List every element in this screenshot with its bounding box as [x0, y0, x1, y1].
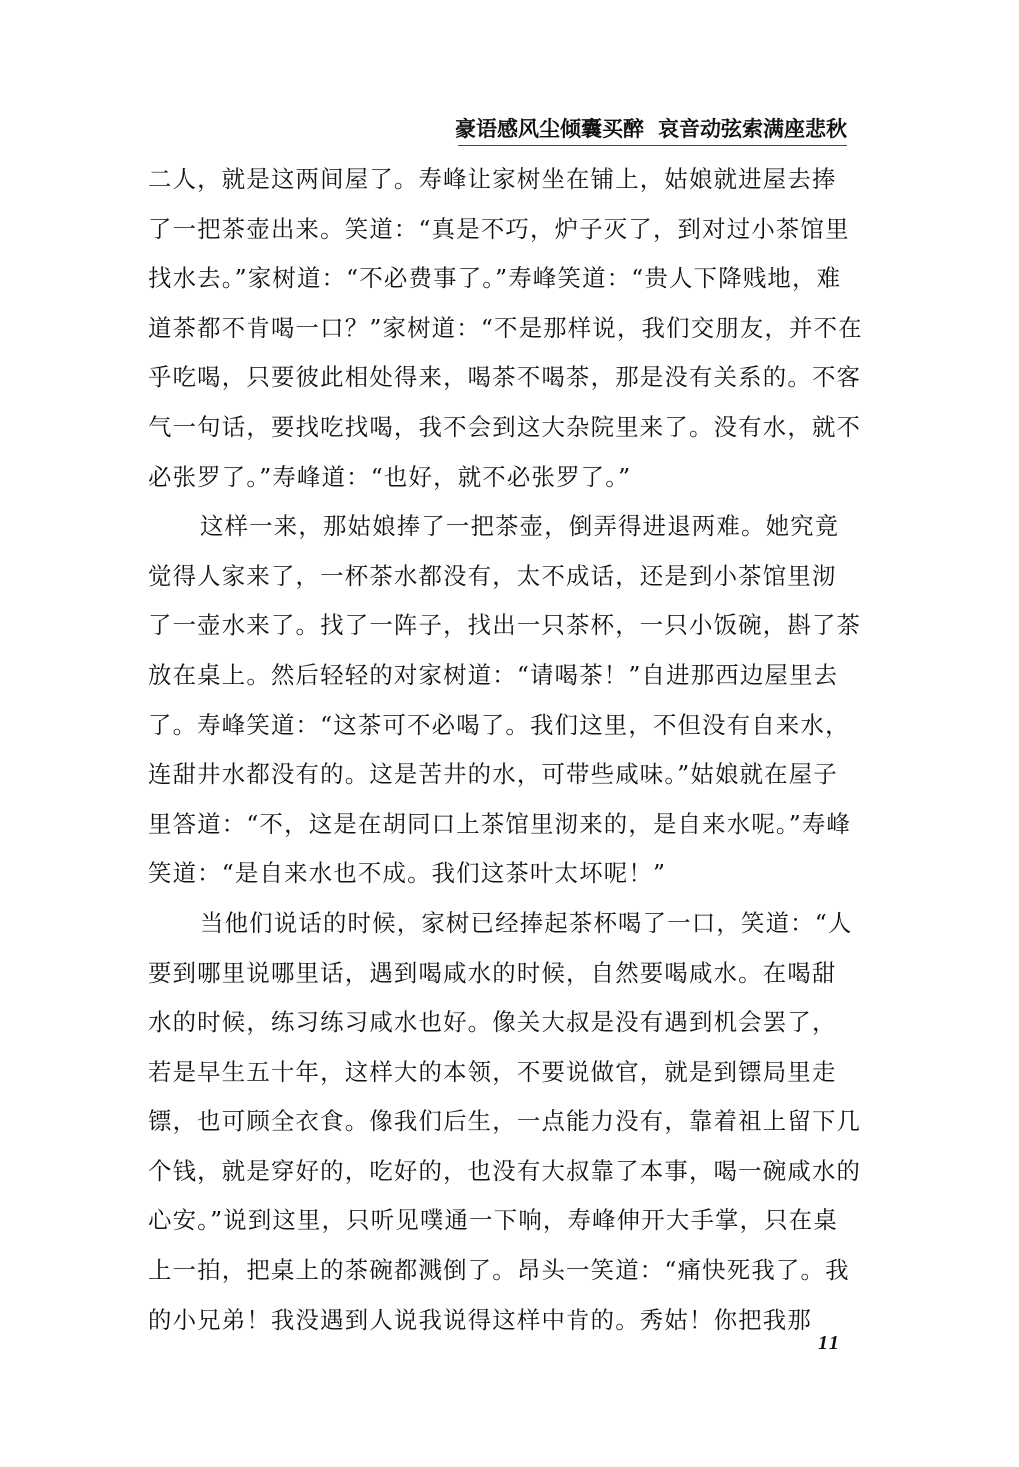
text-line: 心安。”说到这里，只听见噗通一下响，寿峰伸开大手掌，只在桌 — [148, 1206, 838, 1235]
text-line: 水的时候，练习练习咸水也好。像关大叔是没有遇到机会罢了， — [148, 1008, 837, 1037]
text-line: 放在桌上。然后轻轻的对家树道：“请喝茶！”自进那西边屋里去 — [148, 660, 839, 689]
text-line: 里答道：“不，这是在胡同口上茶馆里沏来的，是自来水呢。”寿峰 — [148, 809, 852, 838]
text-line: 的小兄弟！我没遇到人说我说得这样中肯的。秀姑！你把我那 — [148, 1305, 812, 1334]
body-text — [148, 155, 868, 1345]
text-line: 了。寿峰笑道：“这茶可不必喝了。我们这里，不但没有自来水， — [148, 710, 850, 739]
text-line: 镖，也可顾全衣食。像我们后生，一点能力没有，靠着祖上留下几 — [148, 1107, 862, 1136]
text-line: 个钱，就是穿好的，吃好的，也没有大叔靠了本事，喝一碗咸水的 — [148, 1156, 862, 1185]
text-line: 找水去。”家树道：“不必费事了。”寿峰笑道：“贵人下降贱地，难 — [148, 264, 842, 293]
text-line: 要到哪里说哪里话，遇到喝咸水的时候，自然要喝咸水。在喝甜 — [148, 958, 837, 987]
text-line: 觉得人家来了，一杯茶水都没有，太不成话，还是到小茶馆里沏 — [148, 561, 837, 590]
text-line: 必张罗了。”寿峰道：“也好，就不必张罗了。” — [148, 462, 632, 491]
text-line: 若是早生五十年，这样大的本领，不要说做官，就是到镖局里走 — [148, 1057, 837, 1086]
text-line: 道茶都不肯喝一口？”家树道：“不是那样说，我们交朋友，并不在 — [148, 313, 863, 342]
text-line: 气一句话，要找吃找喝，我不会到这大杂院里来了。没有水，就不 — [148, 412, 862, 441]
text-line: 二人，就是这两间屋了。寿峰让家树坐在铺上，姑娘就进屋去捧 — [148, 165, 837, 193]
page-number: 11 — [818, 1332, 841, 1354]
running-header — [455, 114, 847, 144]
text-line: 了一把茶壶出来。笑道：“真是不巧，炉子灭了，到对过小茶馆里 — [148, 214, 850, 243]
text-line: 笑道：“是自来水也不成。我们这茶叶太坏呢！” — [148, 859, 667, 888]
text-line: 连甜井水都没有的。这是苦井的水，可带些咸味。”姑娘就在屋子 — [148, 760, 838, 789]
header-left-title: 豪语感风尘倾囊买醉 — [455, 116, 644, 141]
header-right-title: 哀音动弦索满座悲秋 — [658, 116, 847, 141]
text-line: 乎吃喝，只要彼此相处得来，喝茶不喝茶，那是没有关系的。不客 — [148, 363, 862, 392]
header-rule — [458, 145, 847, 146]
text-line: 了一壶水来了。找了一阵子，找出一只茶杯，一只小饭碗，斟了茶 — [148, 611, 862, 640]
paragraph-start-line: 当他们说话的时候，家树已经捧起茶杯喝了一口，笑道：“人 — [200, 908, 853, 937]
paragraph-start-line: 这样一来，那姑娘捧了一把茶壶，倒弄得进退两难。她究竟 — [200, 512, 840, 541]
text-line: 上一拍，把桌上的茶碗都溅倒了。昂头一笑道：“痛快死我了。我 — [148, 1256, 850, 1285]
